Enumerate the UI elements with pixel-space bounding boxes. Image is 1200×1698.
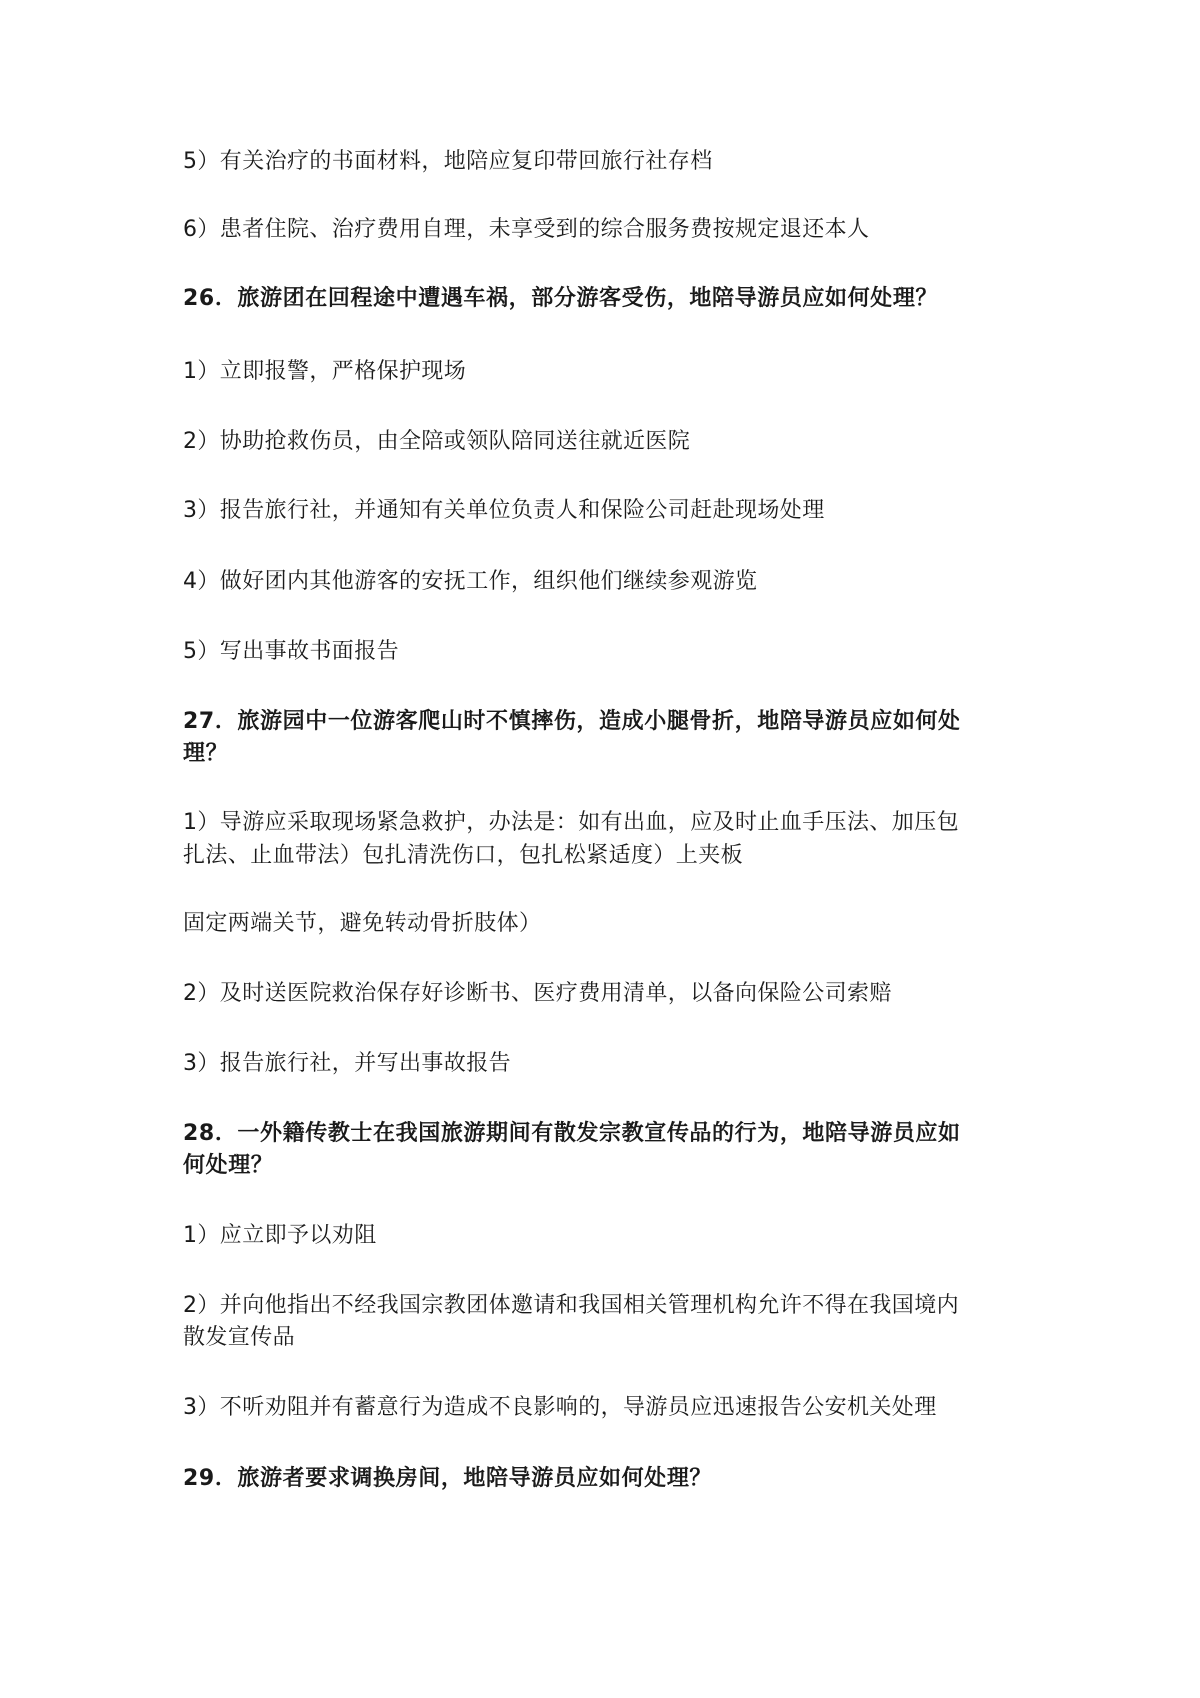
answer-line: 5）写出事故书面报告 [183,639,399,664]
answer-line: 1）导游应采取现场紧急救护，办法是：如有出血，应及时止血手压法、加压包 [183,810,959,835]
answer-line: 固定两端关节，避免转动骨折肢体） [183,911,542,936]
answer-line: 3）报告旅行社，并写出事故报告 [183,1051,511,1076]
answer-line: 1）立即报警，严格保护现场 [183,359,467,384]
answer-line: 散发宣传品 [183,1325,296,1350]
answer-line: 3）不听劝阻并有蓄意行为造成不良影响的，导游员应迅速报告公安机关处理 [183,1395,937,1420]
answer-line: 2）协助抢救伤员，由全陪或领队陪同送往就近医院 [183,429,691,454]
question-heading-28-cont: 何处理？ [183,1153,274,1178]
answer-line: 4）做好团内其他游客的安抚工作，组织他们继续参观游览 [183,569,758,594]
question-heading-27: 27．旅游园中一位游客爬山时不慎摔伤，造成小腿骨折，地陪导游员应如何处 [183,709,961,734]
answer-line: 扎法、止血带法）包扎清洗伤口，包扎松紧适度）上夹板 [183,843,744,868]
answer-line: 6）患者住院、治疗费用自理，未享受到的综合服务费按规定退还本人 [183,217,870,242]
answer-line: 2）并向他指出不经我国宗教团体邀请和我国相关管理机构允许不得在我国境内 [183,1293,959,1318]
answer-line: 2）及时送医院救治保存好诊断书、医疗费用清单，以备向保险公司索赔 [183,981,892,1006]
question-heading-27-cont: 理？ [183,741,229,766]
question-heading-26: 26．旅游团在回程途中遭遇车祸，部分游客受伤，地陪导游员应如何处理？ [183,286,939,311]
question-heading-28: 28．一外籍传教士在我国旅游期间有散发宗教宣传品的行为，地陪导游员应如 [183,1121,961,1146]
answer-line: 3）报告旅行社，并通知有关单位负责人和保险公司赶赴现场处理 [183,498,825,523]
answer-line: 1）应立即予以劝阻 [183,1223,377,1248]
answer-line: 5）有关治疗的书面材料，地陪应复印带回旅行社存档 [183,149,713,174]
question-heading-29: 29．旅游者要求调换房间，地陪导游员应如何处理？ [183,1466,713,1491]
